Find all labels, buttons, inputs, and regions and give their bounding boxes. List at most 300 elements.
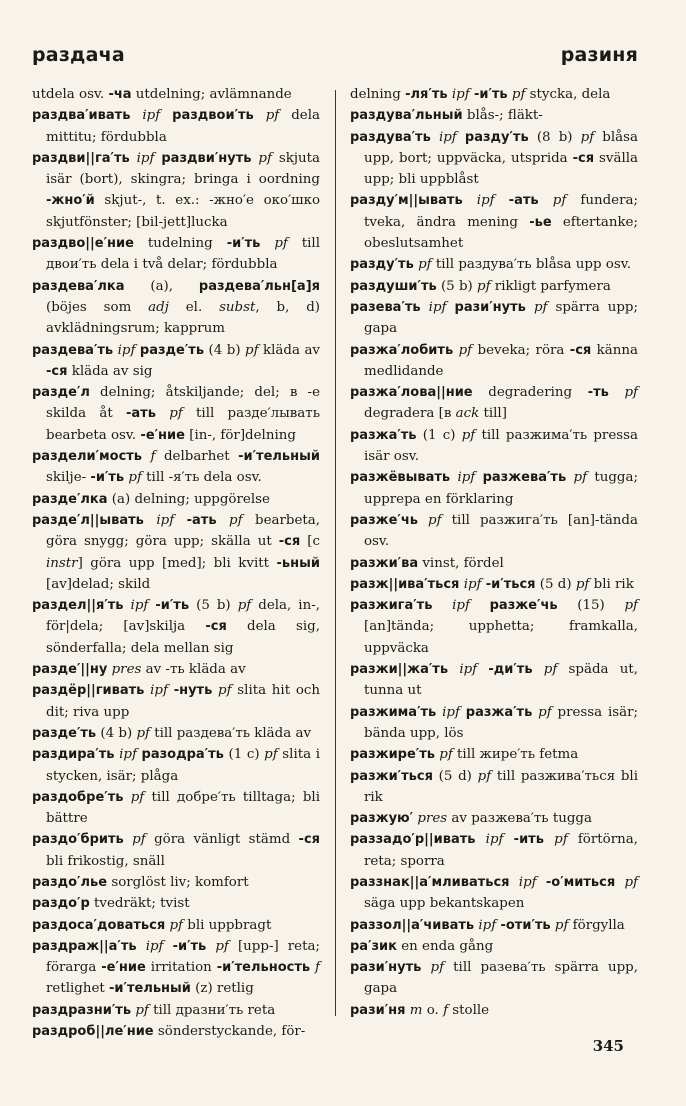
grammar-label: pf xyxy=(265,108,280,124)
headword: разжа′ть xyxy=(350,427,417,443)
headword: раззадо′р||ивать xyxy=(350,832,476,848)
grammar-label: instr xyxy=(46,555,78,571)
headword: -ди′ть xyxy=(488,662,533,678)
dictionary-entry xyxy=(32,340,320,383)
left-guide-word: раздача xyxy=(32,44,125,66)
definition-text: (15) xyxy=(557,598,625,614)
headword: разде′л xyxy=(32,385,90,401)
definition-text: skjut-, t. ex.: -жно′е око′шко skjutfönster; [bil-jett]lucka xyxy=(46,193,320,230)
definition-text: kläda av sig xyxy=(67,363,153,379)
definition-text xyxy=(217,513,229,528)
dictionary-entry xyxy=(350,702,638,745)
definition-text: förgylla xyxy=(568,917,625,933)
grammar-label: ipf xyxy=(130,598,149,614)
dictionary-entry xyxy=(32,744,320,787)
grammar-label: ack xyxy=(455,406,480,422)
dictionary-entry xyxy=(32,148,320,233)
grammar-label: pf xyxy=(229,512,243,528)
definition-text xyxy=(130,108,142,123)
headword: разде′||ну xyxy=(32,662,108,678)
dictionary-entry xyxy=(32,233,320,276)
grammar-label: ipf xyxy=(518,874,537,890)
grammar-label: ipf xyxy=(478,917,497,933)
headword: -оти′ть xyxy=(500,917,551,933)
headword: разжима′ть xyxy=(350,704,437,720)
dictionary-entry xyxy=(32,659,320,680)
headword: -и′ть xyxy=(226,236,261,252)
definition-text: dela mittitu; fördubbla xyxy=(46,108,320,145)
definition-text xyxy=(260,236,274,251)
definition-text xyxy=(477,662,488,677)
headword: -ся xyxy=(46,363,68,379)
grammar-label: subst xyxy=(219,299,256,315)
definition-text xyxy=(137,939,146,954)
definition-text: förtörna, reta; sporra xyxy=(364,832,638,869)
headword: раздува′льный xyxy=(350,108,463,124)
definition-text xyxy=(448,662,459,677)
dictionary-entry xyxy=(350,829,638,872)
grammar-label: pres xyxy=(417,811,448,827)
headword: -ьный xyxy=(276,555,320,571)
grammar-label: pf xyxy=(130,789,145,805)
definition-text xyxy=(503,832,513,847)
definition-text: fundera; tveka, ändra mening xyxy=(364,193,638,230)
headword: разде′лка xyxy=(32,491,108,507)
definition-text: svälla upp; bli uppblåst xyxy=(364,150,638,188)
headword: -жно′й xyxy=(46,193,95,209)
right-column xyxy=(350,84,638,1021)
grammar-label: pf xyxy=(258,150,272,166)
definition-text: (5 d) xyxy=(535,576,576,592)
headword: -и′тельный xyxy=(109,981,191,997)
definition-text: sönderstyckande, för- xyxy=(153,1024,306,1040)
definition-text: till разжига′ть [an]-tända osv. xyxy=(364,512,638,550)
definition-text: tugga; upprepa en förklaring xyxy=(364,470,638,507)
headword: раздели′мость xyxy=(32,449,143,465)
headword: разду′ть xyxy=(464,129,529,145)
headword: разде′л||ывать xyxy=(32,512,144,528)
definition-text: (4 b) xyxy=(204,342,246,358)
definition-text: till дразни′ть reta xyxy=(148,1002,276,1018)
grammar-label: ipf xyxy=(142,108,161,124)
grammar-label: pf xyxy=(274,236,288,252)
headword: -ся xyxy=(569,342,592,358)
dictionary-entry xyxy=(32,276,320,340)
grammar-label: pf xyxy=(624,598,638,614)
headword: раздва′ивать xyxy=(32,108,131,124)
right-guide-word: разиня xyxy=(560,44,638,66)
dictionary-entry xyxy=(32,829,320,872)
headword: -ать xyxy=(126,406,156,422)
definition-text: bli frikostig, snäll xyxy=(46,853,165,869)
dictionary-entry xyxy=(350,510,638,553)
dictionary-entry xyxy=(32,84,320,105)
headword: раздева′льн[а]я xyxy=(198,278,320,294)
grammar-label: pf xyxy=(218,683,232,699)
headword: -и′ть xyxy=(172,938,207,954)
grammar-label: pf xyxy=(511,87,526,102)
grammar-label: ipf xyxy=(428,299,447,315)
headword: разже′чь xyxy=(489,598,558,614)
definition-text: (5 d) xyxy=(432,768,478,784)
definition-text: bli uppbragt xyxy=(183,917,272,933)
grammar-label: pf xyxy=(264,747,278,763)
definition-text xyxy=(544,832,554,847)
definition-text: av -ть kläda av xyxy=(141,662,246,678)
headword: -нуть xyxy=(173,683,213,699)
grammar-label: pf xyxy=(624,874,638,890)
grammar-label: ipf xyxy=(452,598,470,614)
dictionary-entry xyxy=(350,595,638,659)
dictionary-entry xyxy=(350,467,638,510)
definition-text xyxy=(421,960,430,975)
headword: раздел||я′ть xyxy=(32,598,124,614)
definition-text: blåsa upp, bort; uppväcka, utsprida xyxy=(364,129,638,166)
headword: разжа′лобить xyxy=(350,342,454,358)
dictionary-entry xyxy=(350,553,638,574)
grammar-label: pf xyxy=(580,129,595,145)
definition-text: känna medlidande xyxy=(364,342,638,379)
dictionary-entry xyxy=(32,510,320,595)
grammar-label: pf xyxy=(477,768,492,784)
grammar-label: ipf xyxy=(476,193,495,209)
definition-text: [av]delad; skild xyxy=(46,576,151,592)
definition-text xyxy=(495,193,509,208)
headword: -ся xyxy=(205,619,227,635)
definition-text: säga upp bekantskapen xyxy=(364,896,525,912)
dictionary-entry xyxy=(350,808,638,829)
headword: разжи′ться xyxy=(350,768,433,784)
definition-text: [an]tända; upphetta; framkalla, uppväcka xyxy=(364,619,638,656)
grammar-label: pf xyxy=(135,1002,149,1018)
definition-text xyxy=(539,193,553,208)
grammar-label: ipf xyxy=(457,470,476,486)
grammar-label: pf xyxy=(136,725,150,741)
definition-text xyxy=(130,151,137,166)
definition-text: (a), xyxy=(124,278,199,294)
definition-text: stycka, dela xyxy=(525,87,611,102)
definition-text: skjuta isär (bort), skingra; bringa i oordning xyxy=(46,150,320,188)
headword: раздёр||гивать xyxy=(32,683,145,699)
definition-text xyxy=(446,300,454,315)
headword: раздо′лье xyxy=(32,874,108,890)
headword: -и′тельность xyxy=(216,960,311,976)
definition-text xyxy=(475,832,485,847)
grammar-label: pf xyxy=(624,385,638,401)
dictionary-entry xyxy=(350,744,638,765)
grammar-label: pf xyxy=(132,832,146,848)
definition-text xyxy=(526,300,534,315)
definition-text xyxy=(566,470,573,485)
dictionary-entry xyxy=(32,872,320,893)
dictionary-entry xyxy=(350,84,638,105)
headword: раздува′ть xyxy=(350,129,431,145)
definition-text: eftertanke; obeslutsamhet xyxy=(364,214,638,252)
headword: -е′ние xyxy=(140,427,185,443)
dictionary-entry xyxy=(32,382,320,446)
dictionary-entry xyxy=(350,659,638,702)
dictionary-entry xyxy=(32,787,320,830)
definition-text: , b, d) avklädningsrum; kapprum xyxy=(46,299,320,337)
grammar-label: ipf xyxy=(156,512,175,528)
grammar-label: pf xyxy=(543,662,558,678)
headword: разжева′ть xyxy=(482,470,567,486)
definition-text: (1 c) xyxy=(223,747,265,763)
definition-text: sorglöst liv; komfort xyxy=(107,874,249,890)
page-number: 345 xyxy=(592,1037,624,1055)
headword: разжа′лова||ние xyxy=(350,385,473,401)
grammar-label: pf xyxy=(237,598,252,614)
definition-text: utdelning; avlämnande xyxy=(131,87,292,102)
definition-text xyxy=(475,470,482,485)
definition-text: delning; åtskiljande; del; в -е skilda åt xyxy=(46,385,320,422)
definition-text: beveka; röra xyxy=(472,342,570,358)
definition-text: bli rik xyxy=(589,576,634,592)
dictionary-entry xyxy=(350,382,638,425)
grammar-label: ipf xyxy=(438,129,457,145)
dictionary-entry xyxy=(350,105,638,126)
definition-text: utdela osv. xyxy=(32,87,109,102)
headword: раздроб||ле′ние xyxy=(32,1024,154,1040)
headword: разжа′ть xyxy=(465,704,533,720)
headword: раздви||га′ть xyxy=(32,150,130,166)
headword: -и′ть xyxy=(155,598,190,614)
definition-text xyxy=(457,130,465,145)
dictionary-entry xyxy=(350,297,638,340)
dictionary-entry xyxy=(32,595,320,659)
headword: -и′ть xyxy=(90,470,125,486)
definition-text: irritation xyxy=(145,960,217,976)
definition-text xyxy=(123,790,130,805)
headword: разодра′ть xyxy=(141,747,224,763)
definition-text xyxy=(510,875,519,890)
definition-text: vinst, fördel xyxy=(418,555,504,571)
dictionary-entry xyxy=(350,936,638,957)
definition-text xyxy=(432,598,452,613)
definition-text: kläda av xyxy=(258,342,320,358)
definition-text: en enda gång xyxy=(397,938,494,954)
grammar-label: ipf xyxy=(119,747,137,763)
headword: разева′ть xyxy=(350,299,421,315)
headword: раздоса′доваться xyxy=(32,917,166,933)
grammar-label: pf xyxy=(430,960,445,976)
headword: раздво||е′ние xyxy=(32,236,134,252)
grammar-label: pf xyxy=(538,704,552,720)
definition-text xyxy=(144,513,156,528)
definition-text: blås-; fläkt- xyxy=(462,108,543,124)
definition-text: bearbeta, göra snygg; göra upp; skälla ut xyxy=(46,512,320,550)
definition-text: degradering xyxy=(472,385,588,401)
dictionary-entry xyxy=(350,340,638,383)
dictionary-entry xyxy=(32,446,320,489)
definition-text: späda ut, tunna ut xyxy=(364,662,639,699)
headword: разж||ива′ться xyxy=(350,576,460,592)
headword: раздраж||а′ть xyxy=(32,938,137,954)
grammar-label: pf xyxy=(477,278,491,294)
definition-text: pressa isär; bända upp, lös xyxy=(364,704,639,741)
headword: разже′чь xyxy=(350,512,418,528)
headword: раздви′нуть xyxy=(161,150,252,166)
headword: раздева′лка xyxy=(32,278,125,294)
grammar-label: pf xyxy=(215,938,229,954)
grammar-label: pf xyxy=(169,917,184,933)
headword: -ать xyxy=(186,512,217,528)
definition-text: till разжива′ться bli rik xyxy=(364,768,638,805)
definition-text xyxy=(418,513,428,528)
definition-text: till раздува′ть blåsa upp osv. xyxy=(431,257,631,273)
grammar-label: pf xyxy=(575,576,590,592)
headword: разжёвывать xyxy=(350,470,451,486)
grammar-label: adj xyxy=(148,299,169,315)
dictionary-entry xyxy=(350,766,638,809)
headword: разду′ть xyxy=(350,257,414,273)
grammar-label: pf xyxy=(533,299,548,315)
definition-text: (böjes som xyxy=(46,299,149,315)
grammar-label: ipf xyxy=(136,150,155,166)
definition-text: delning xyxy=(350,87,406,102)
definition-text: (1 c) xyxy=(416,427,462,443)
definition-text xyxy=(254,108,266,123)
headword: -ье xyxy=(529,214,552,230)
dictionary-entry xyxy=(350,1000,638,1021)
grammar-label: pf xyxy=(552,193,567,209)
headword: -ча xyxy=(108,87,132,102)
grammar-label: pf xyxy=(418,257,432,273)
grammar-label: ipf xyxy=(485,832,504,848)
grammar-label: pf xyxy=(128,470,142,486)
definition-text: (a) delning; uppgörelse xyxy=(107,491,270,507)
definition-text xyxy=(470,598,490,613)
grammar-label: pf xyxy=(461,427,476,443)
definition-text: slita hit och dit; riva upp xyxy=(46,683,321,720)
definition-text: spärra upp; gapa xyxy=(364,299,638,337)
grammar-label: ipf xyxy=(117,342,136,358)
dictionary-entry xyxy=(32,105,320,148)
headword: рази′ня xyxy=(350,1002,406,1018)
headword: раздира′ть xyxy=(32,747,115,763)
grammar-label: ipf xyxy=(459,662,478,678)
headword: разжига′ть xyxy=(350,598,433,614)
headword: разжи||жа′ть xyxy=(350,662,449,678)
definition-text: till разжима′ть pressa isär osv. xyxy=(364,427,638,465)
definition-text: dela sig, sönderfalla; dela mellan sig xyxy=(46,619,320,656)
headword: раздуши′ть xyxy=(350,278,437,294)
definition-text: till добре′ть tilltaga; bli bättre xyxy=(46,789,320,827)
dictionary-entry xyxy=(32,680,320,723)
grammar-label: pf xyxy=(169,406,183,422)
definition-text: el. xyxy=(168,299,220,315)
definition-text: av разжева′ть tugga xyxy=(447,811,592,827)
headword: -ть xyxy=(587,385,609,401)
definition-text: till раздева′ть kläda av xyxy=(149,725,312,741)
grammar-label: m xyxy=(409,1002,423,1018)
headword: разжую′ xyxy=(350,811,414,827)
headword: раздо′р xyxy=(32,896,90,912)
grammar-label: f xyxy=(443,1002,449,1018)
definition-text: [upp-] reta; förarga xyxy=(46,938,320,976)
definition-text xyxy=(431,130,439,145)
grammar-label: ipf xyxy=(442,704,460,720)
grammar-label: ipf xyxy=(463,576,482,592)
grammar-label: f xyxy=(315,960,320,976)
headword: раздобре′ть xyxy=(32,789,124,805)
definition-text: delbarhet xyxy=(155,449,239,465)
definition-text: till разде′лывать bearbeta osv. xyxy=(46,406,320,443)
definition-text: (5 b) xyxy=(189,598,238,614)
grammar-label: pf xyxy=(439,747,453,763)
headword: раздо′брить xyxy=(32,832,124,848)
dictionary-entry xyxy=(350,957,638,1000)
definition-text: degradera [в xyxy=(364,406,456,422)
headword: разжире′ть xyxy=(350,747,435,763)
dictionary-entry xyxy=(350,254,638,275)
headword: -и′ть xyxy=(473,87,508,102)
dictionary-entry xyxy=(32,893,320,914)
definition-text xyxy=(142,449,150,464)
definition-text: (5 b) xyxy=(436,278,478,294)
headword: раззол||а′чивать xyxy=(350,917,475,933)
dictionary-entry xyxy=(32,489,320,510)
dictionary-entry xyxy=(32,723,320,744)
dictionary-entry xyxy=(350,127,638,191)
headword: -ся xyxy=(572,150,595,166)
definition-text: (8 b) xyxy=(528,129,581,145)
headword: раздвои′ть xyxy=(172,108,254,124)
definition-text xyxy=(421,300,429,315)
definition-text xyxy=(533,662,544,677)
definition-text: göra vänligt stämd xyxy=(145,832,299,848)
definition-text: retlighet xyxy=(46,981,110,997)
definition-text: till жире′ть fetma xyxy=(452,747,579,763)
dictionary-entry xyxy=(350,425,638,468)
dictionary-entry xyxy=(32,936,320,1000)
headword: раздразни′ть xyxy=(32,1002,132,1018)
grammar-label: pf xyxy=(573,470,588,486)
definition-text: till -я′ть dela osv. xyxy=(141,470,262,486)
definition-text: till] xyxy=(479,406,507,422)
definition-text xyxy=(174,513,186,528)
dictionary-entry xyxy=(350,872,638,915)
column-divider xyxy=(335,90,336,1016)
grammar-label: pf xyxy=(554,832,568,848)
definition-text: [in-, för]delning xyxy=(184,427,296,443)
dictionary-entry xyxy=(32,1000,320,1021)
dictionary-entry xyxy=(350,574,638,595)
headword: -ить xyxy=(513,832,544,848)
headword: -о′миться xyxy=(545,874,616,890)
definition-text: [c xyxy=(300,534,320,550)
headword: разду′м||ывать xyxy=(350,193,463,209)
definition-text: (4 b) xyxy=(96,725,137,741)
definition-text xyxy=(463,193,477,208)
definition-text: (z) retlig xyxy=(190,981,254,997)
definition-text: stolle xyxy=(448,1002,490,1018)
headword: рази′нуть xyxy=(454,299,526,315)
dictionary-entry xyxy=(350,190,638,254)
definition-text xyxy=(124,832,132,847)
dictionary-entry xyxy=(350,915,638,936)
grammar-label: pres xyxy=(111,662,142,678)
headword: -е′ние xyxy=(101,960,146,976)
definition-text xyxy=(164,939,173,954)
grammar-label: ipf xyxy=(451,87,470,102)
grammar-label: f xyxy=(150,449,156,465)
definition-text xyxy=(206,939,215,954)
headword: -ля′ть xyxy=(405,87,448,102)
definition-text xyxy=(124,598,131,613)
entry-columns xyxy=(32,84,644,1040)
definition-text xyxy=(537,875,546,890)
